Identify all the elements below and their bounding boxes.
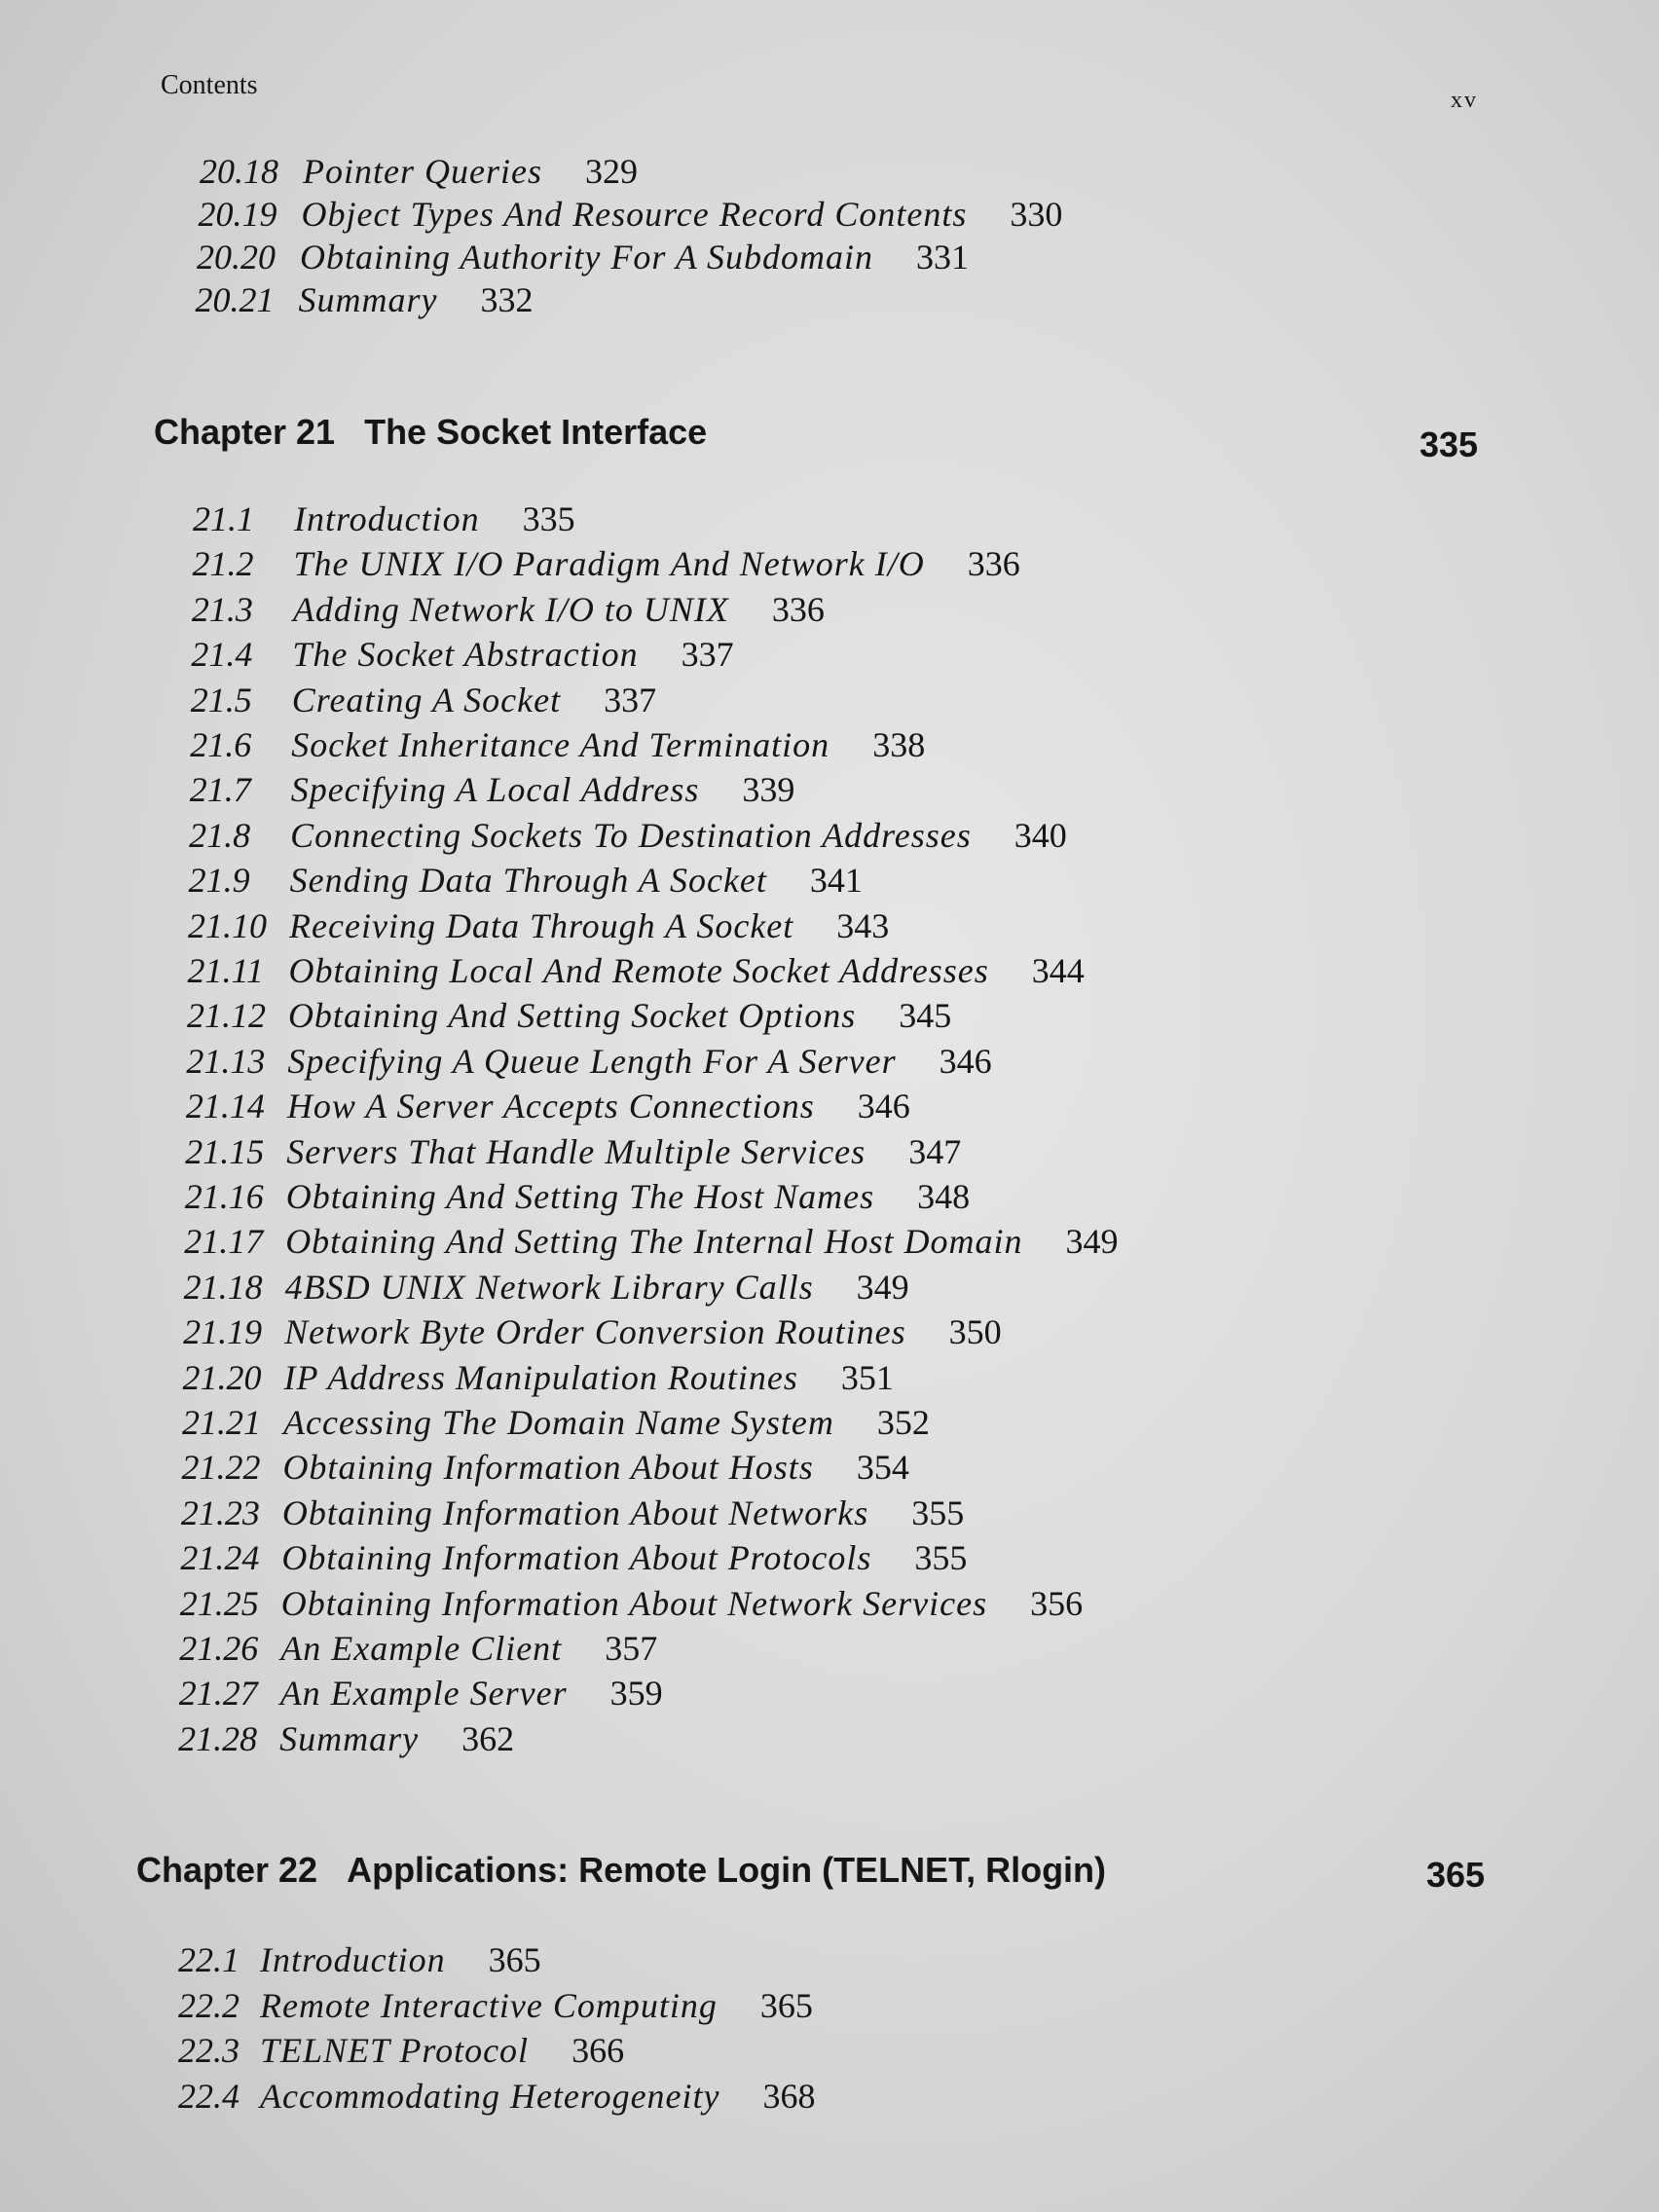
- toc-entry-title: Remote Interactive Computing: [260, 1985, 718, 2025]
- toc-entry-page: 362: [461, 1718, 515, 1758]
- toc-entry-number: 21.24: [180, 1538, 260, 1578]
- toc-entry-number: 21.1: [193, 499, 254, 538]
- toc-entry: [196, 279, 534, 320]
- toc-entry: [197, 237, 969, 277]
- toc-entry-page: 340: [1014, 815, 1067, 855]
- toc-entry-page: 337: [681, 635, 734, 675]
- toc-entry-number: 21.6: [190, 725, 252, 764]
- toc-entry: [184, 1267, 909, 1308]
- chapter-22-heading: [136, 1850, 1106, 1891]
- toc-entry-title: Accessing The Domain Name System: [283, 1403, 834, 1442]
- toc-entry-number: 21.21: [182, 1403, 261, 1442]
- toc-entry-page: 341: [809, 861, 863, 901]
- chapter-21-page: 335: [1419, 424, 1479, 464]
- toc-entry-number: 20.20: [197, 238, 276, 276]
- toc-entry-number: 21.27: [178, 1674, 258, 1714]
- toc-entry-title: Obtaining Authority For A Subdomain: [300, 238, 874, 276]
- toc-entry: [189, 860, 863, 901]
- toc-entry-number: 21.11: [187, 951, 264, 990]
- toc-entry-page: 348: [917, 1177, 971, 1216]
- toc-entry-title: The UNIX I/O Paradigm And Network I/O: [293, 544, 925, 584]
- toc-entry: [183, 1311, 1002, 1352]
- toc-entry-number: 21.23: [180, 1493, 260, 1532]
- page-number: xv: [1451, 88, 1478, 113]
- toc-entry-page: 349: [1065, 1222, 1119, 1262]
- toc-entry-number: 22.4: [178, 2076, 240, 2116]
- toc-entry-page: 355: [911, 1493, 965, 1532]
- toc-entry: [181, 1493, 964, 1533]
- toc-entry-number: 21.28: [178, 1718, 258, 1758]
- toc-entry-page: 368: [762, 2076, 816, 2116]
- toc-entry-number: 21.9: [188, 861, 250, 901]
- toc-entry-title: Receiving Data Through A Socket: [289, 905, 794, 945]
- toc-entry: [180, 1583, 1083, 1624]
- toc-entry-title: 4BSD UNIX Network Library Calls: [284, 1267, 814, 1307]
- toc-entry: [182, 1402, 930, 1443]
- toc-entry-number: 20.21: [195, 280, 275, 319]
- chapter-21-heading: [154, 412, 707, 453]
- toc-entry: [183, 1357, 894, 1398]
- toc-entry-title: Obtaining And Setting The Host Names: [285, 1177, 875, 1216]
- toc-entry: [178, 1939, 541, 1980]
- toc-entry-title: An Example Client: [280, 1629, 563, 1668]
- toc-entry-title: Pointer Queries: [303, 152, 542, 191]
- toc-entry-title: Introduction: [260, 1940, 446, 1979]
- toc-entry: [185, 1131, 961, 1172]
- toc-entry-page: 365: [488, 1940, 541, 1979]
- toc-entry: [185, 1176, 970, 1217]
- toc-entry-number: 21.8: [189, 815, 251, 855]
- toc-entry: [178, 2076, 816, 2117]
- chapter-22-label: Chapter 22: [136, 1850, 318, 1890]
- toc-entry-number: 21.10: [188, 905, 268, 945]
- toc-entry-title: Obtaining Information About Networks: [281, 1493, 869, 1532]
- toc-entry-title: Summary: [298, 280, 438, 319]
- toc-entry-title: Object Types And Resource Record Contents: [301, 195, 968, 234]
- toc-entry-title: Obtaining Local And Remote Socket Addresses: [288, 951, 989, 990]
- toc-entry-number: 21.22: [181, 1448, 261, 1488]
- chapter-21-title: The Socket Interface: [364, 412, 708, 452]
- toc-entry-page: 336: [771, 589, 825, 629]
- toc-entry-number: 21.25: [179, 1583, 259, 1623]
- toc-entry-page: 335: [522, 499, 575, 538]
- toc-entry: [190, 724, 925, 765]
- toc-entry-title: Obtaining Information About Network Services: [280, 1583, 988, 1623]
- toc-entry-title: Specifying A Local Address: [290, 770, 700, 810]
- toc-entry-title: Sending Data Through A Socket: [289, 861, 767, 901]
- toc-entry-number: 21.14: [185, 1087, 265, 1126]
- toc-entry-number: 20.19: [198, 195, 277, 234]
- toc-entry: [179, 1673, 663, 1714]
- toc-entry-page: 330: [1010, 195, 1063, 234]
- toc-entry-page: 366: [571, 2031, 625, 2070]
- toc-entry: [190, 769, 795, 810]
- toc-entry-number: 21.26: [179, 1629, 259, 1668]
- toc-entry-title: Specifying A Queue Length For A Server: [287, 1041, 897, 1081]
- toc-entry-number: 21.2: [192, 544, 254, 584]
- toc-entry-number: 21.3: [191, 589, 253, 629]
- toc-entry-page: 339: [742, 770, 795, 810]
- chapter-22-page: 365: [1426, 1855, 1486, 1895]
- toc-entry-number: 21.15: [185, 1131, 265, 1171]
- toc-entry: [179, 1628, 657, 1669]
- toc-entry-number: 20.18: [200, 152, 278, 191]
- toc-entry-number: 22.2: [178, 1985, 240, 2025]
- running-head: Contents: [161, 70, 258, 100]
- toc-entry: [191, 634, 733, 675]
- toc-entry: [192, 543, 1019, 584]
- toc-entry-number: 21.4: [191, 635, 253, 675]
- toc-entry: [181, 1447, 908, 1488]
- toc-entry: [200, 151, 638, 192]
- toc-entry-page: 346: [939, 1041, 992, 1081]
- toc-entry-number: 21.19: [183, 1312, 263, 1352]
- toc-entry-page: 357: [605, 1629, 658, 1668]
- toc-entry-page: 349: [856, 1267, 909, 1307]
- toc-entry: [199, 194, 1063, 235]
- toc-entry: [186, 1041, 991, 1082]
- toc-entry-page: 332: [480, 280, 534, 319]
- toc-entry-number: 21.17: [184, 1222, 264, 1262]
- toc-entry-title: Introduction: [294, 499, 480, 538]
- toc-entry-title: TELNET Protocol: [260, 2031, 530, 2070]
- chapter-21-label: Chapter 21: [154, 412, 336, 452]
- toc-entry-number: 22.3: [178, 2031, 240, 2070]
- toc-entry-title: How A Server Accepts Connections: [286, 1087, 815, 1126]
- toc-entry-number: 21.7: [189, 770, 251, 810]
- toc-entry: [187, 995, 951, 1036]
- toc-entry: [188, 905, 889, 946]
- toc-entry-title: Obtaining And Setting Socket Options: [287, 996, 857, 1036]
- toc-entry-page: 359: [609, 1674, 663, 1714]
- toc-entry-page: 365: [759, 1985, 813, 2025]
- toc-entry: [193, 498, 575, 539]
- toc-entry-title: Summary: [279, 1718, 420, 1758]
- toc-entry-page: 343: [836, 905, 890, 945]
- toc-entry-title: Accommodating Heterogeneity: [260, 2076, 720, 2116]
- toc-entry-page: 344: [1031, 951, 1085, 990]
- toc-entry: [184, 1221, 1118, 1262]
- toc-entry-number: 21.5: [190, 680, 252, 719]
- toc-entry-number: 21.18: [183, 1267, 263, 1307]
- toc-entry: [178, 1985, 813, 2026]
- toc-entry-title: IP Address Manipulation Routines: [283, 1357, 798, 1397]
- toc-entry-page: 336: [967, 544, 1020, 584]
- toc-entry-title: Connecting Sockets To Destination Addresses: [290, 815, 972, 855]
- toc-entry-page: 356: [1030, 1583, 1084, 1623]
- toc-entry: [192, 589, 825, 630]
- toc-entry: [178, 2030, 624, 2071]
- toc-entry: [186, 1086, 910, 1126]
- toc-entry-number: 21.12: [186, 996, 266, 1036]
- toc-entry-page: 350: [948, 1312, 1002, 1352]
- toc-entry-title: Creating A Socket: [291, 680, 562, 719]
- toc-entry-title: Servers That Handle Multiple Services: [286, 1131, 866, 1171]
- toc-entry-page: 345: [899, 996, 952, 1036]
- chapter-22-title: Applications: Remote Login (TELNET, Rlogin): [347, 1850, 1107, 1890]
- toc-entry-title: Obtaining And Setting The Internal Host Domain: [285, 1222, 1023, 1262]
- toc-entry-number: 21.20: [182, 1357, 262, 1397]
- toc-entry-page: 355: [914, 1538, 968, 1578]
- toc-entry: [180, 1537, 967, 1578]
- toc-entry-title: Adding Network I/O to UNIX: [292, 589, 729, 629]
- toc-entry-title: Obtaining Information About Hosts: [282, 1448, 814, 1488]
- toc-entry-page: 338: [872, 725, 926, 764]
- toc-entry-page: 352: [876, 1403, 930, 1442]
- toc-entry-title: An Example Server: [279, 1674, 568, 1714]
- toc-entry-page: 354: [856, 1448, 909, 1488]
- toc-entry: [189, 815, 1067, 856]
- toc-entry-number: 21.13: [186, 1041, 266, 1081]
- toc-entry-page: 351: [840, 1357, 894, 1397]
- toc-entry: [191, 680, 656, 720]
- toc-entry-number: 21.16: [184, 1177, 264, 1216]
- toc-entry: [178, 1718, 514, 1759]
- toc-entry-page: 347: [908, 1131, 962, 1171]
- toc-entry-page: 329: [584, 152, 638, 191]
- toc-entry-number: 22.1: [178, 1940, 240, 1979]
- toc-entry-page: 331: [916, 238, 970, 276]
- toc-entry-page: 337: [604, 680, 657, 719]
- toc-entry-title: The Socket Abstraction: [292, 635, 639, 675]
- toc-entry-title: Network Byte Order Conversion Routines: [284, 1312, 906, 1352]
- toc-entry-page: 346: [857, 1087, 910, 1126]
- toc-entry-title: Socket Inheritance And Termination: [291, 725, 830, 764]
- toc-entry: [188, 950, 1085, 991]
- toc-entry-title: Obtaining Information About Protocols: [281, 1538, 872, 1578]
